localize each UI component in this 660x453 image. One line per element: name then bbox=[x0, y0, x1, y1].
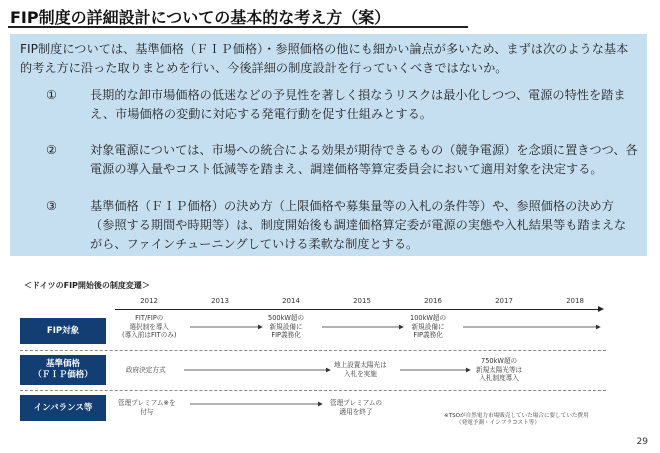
row-label-text: 基準価格 bbox=[45, 359, 80, 369]
year-label: 2017 bbox=[495, 297, 513, 305]
timeline-title: ＜ドイツのFIP開始後の制度変遷＞ bbox=[24, 281, 150, 290]
event-line: 新規太陽光等は bbox=[476, 365, 523, 374]
event-line: (導入前はFITのみ) bbox=[122, 331, 177, 339]
footnote-line: （発電予測・インフラコスト等） bbox=[456, 420, 540, 426]
list-item-text: 対象電源については、市場への統合による効果が期待できるもの（競争電源）を念頭に置きつつ、各電源の導入量やコスト低減等を踏まえ、調達価格等算定委員会において適用対象を決定する。 bbox=[90, 143, 638, 176]
year-label: 2018 bbox=[566, 297, 584, 305]
event-line: 入札制度導入 bbox=[479, 374, 519, 382]
event-line: 100kW超の bbox=[410, 314, 447, 322]
event-line: 新規設備に bbox=[269, 322, 303, 331]
event-line: 管理プレミアムの bbox=[330, 399, 383, 407]
event-line: 750kW超の bbox=[481, 357, 518, 365]
event-premium-end bbox=[330, 399, 382, 416]
row-label-text: FIP対象 bbox=[46, 325, 80, 336]
list-item-number: ③ bbox=[46, 199, 57, 213]
event-line: FIP義務化 bbox=[413, 331, 443, 339]
event-line: 選択制を導入 bbox=[129, 322, 170, 331]
event-line: 500kW超の bbox=[268, 314, 305, 322]
list-item-number: ① bbox=[46, 88, 57, 102]
year-label: 2015 bbox=[353, 297, 371, 305]
page-title: FIP制度の詳細設計についての基本的な考え方（案） bbox=[10, 8, 391, 27]
row-label-text: インバランス等 bbox=[33, 402, 93, 413]
event-ground-solar-auction bbox=[334, 361, 387, 378]
year-label: 2014 bbox=[282, 297, 300, 305]
year-label: 2013 bbox=[211, 297, 229, 305]
event-line: 新規設備に bbox=[411, 322, 445, 331]
event-500kw-fip-mandatory bbox=[268, 314, 304, 340]
list-item-number: ② bbox=[46, 143, 57, 157]
event-line: 付与 bbox=[140, 407, 154, 416]
event-line: 適用を終了 bbox=[339, 407, 373, 416]
event-management-premium bbox=[118, 399, 176, 416]
list-item-text: 長期的な卸市場価格の低迷などの予見性を著しく損なうリスクは最小化しつつ、電源の特性を踏まえ、市場価格の変動に対応する発電行動を促す仕組みとする。 bbox=[90, 88, 626, 121]
event-government-decision bbox=[126, 366, 166, 375]
event-line: FIT/FIPの bbox=[135, 314, 164, 322]
footnote-line: ※TSOが自然電力市場販売していた場合に要していた費用 bbox=[444, 413, 589, 419]
footnote bbox=[444, 413, 589, 427]
event-fit-fip-choice bbox=[122, 314, 176, 340]
year-label: 2016 bbox=[424, 297, 442, 305]
event-line: 入札を実施 bbox=[343, 369, 377, 378]
event-line: FIP義務化 bbox=[271, 331, 301, 339]
list-item-text: 基準価格（ＦＩＰ価格）の決め方（上限価格や募集量等の入札の条件等）や、参照価格の決め方（参照する期間や時期等）は、制度開始後も調達価格算定委が電源の実態や入札結果等も踏まえながら、ファインチューニングしていける柔軟な制度とする。 bbox=[90, 199, 627, 251]
intro-text: FIP制度については、基準価格（ＦＩＰ価格）・参照価格の他にも細かい論点が多いため、まずは次のような基本的考え方に沿った取りまとめを行い、今後詳細の制度設計を行っていくべきではないか。 bbox=[20, 42, 629, 75]
event-line: 政府決定方式 bbox=[126, 366, 166, 374]
page-number: 29 bbox=[636, 437, 648, 447]
year-label: 2012 bbox=[140, 297, 158, 305]
event-line: 地上設置太陽光は bbox=[334, 361, 387, 369]
event-100kw-fip-mandatory bbox=[410, 314, 446, 340]
event-line: 管理プレミアム※を bbox=[118, 399, 176, 407]
event-750kw-auction bbox=[476, 357, 522, 383]
row-label-subtext: （ＦＩＰ価格） bbox=[33, 370, 93, 380]
